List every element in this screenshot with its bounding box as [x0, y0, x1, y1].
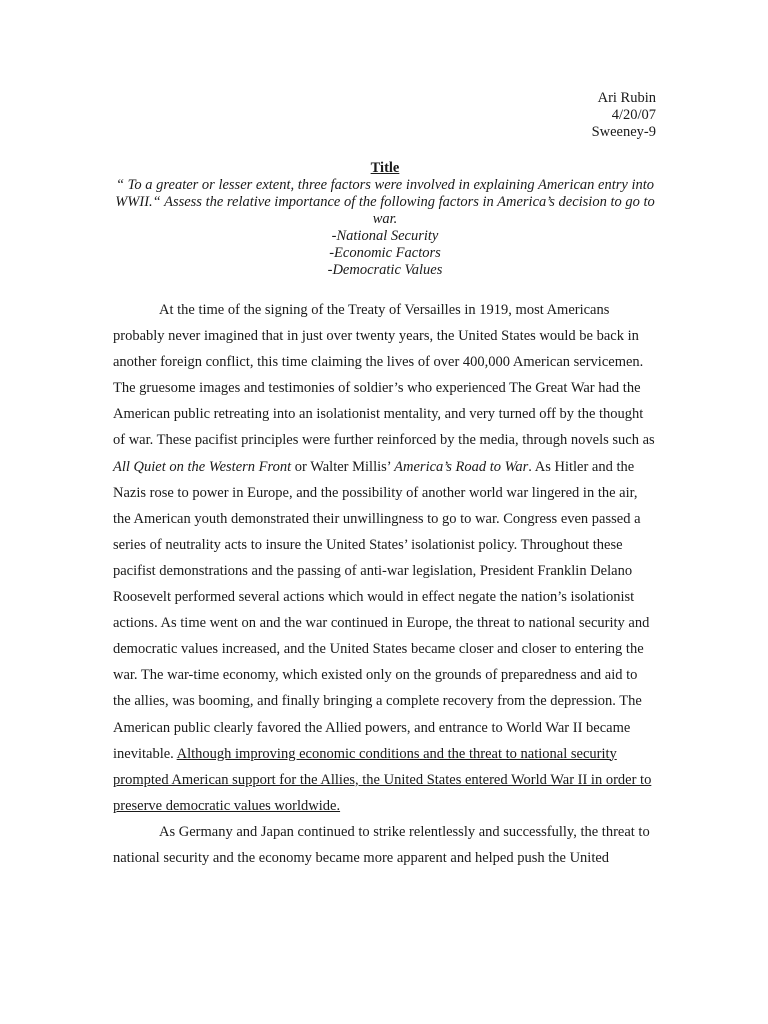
author-name: Ari Rubin — [597, 90, 656, 106]
factor-economic: -Economic Factors — [329, 245, 441, 261]
paragraph-introduction — [113, 297, 658, 819]
author-header — [592, 90, 656, 141]
factor-democratic-values: -Democratic Values — [327, 262, 443, 278]
second-paragraph-text: As Germany and Japan continued to strike relentlessly and successfully, the threat to national security and the economy became more apparent and helped push the United — [113, 823, 650, 866]
essay-body — [113, 297, 658, 871]
paragraph-second — [113, 819, 658, 871]
intro-text-part1: At the time of the signing of the Treaty of Versailles in 1919, most Americans probably never imagined that in just over twenty years, the United States would be back in another foreign conflict, this time claiming the lives of over 400,000 American servicemen. The gruesome images and testimonies of soldier’s who experienced The Great War had the American public retreating into an isolationist mentality, and very turned off by the thought of war. These pacifist principles were further reinforced by the media, through novels such as — [113, 302, 655, 449]
book-title-americas-road: America’s Road to War — [394, 458, 529, 475]
essay-prompt — [110, 160, 660, 279]
essay-date: 4/20/07 — [611, 107, 656, 123]
intro-text-part3: . As Hitler and the Nazis rose to power in Europe, and the possibility of another world war lingered in the air, the American youth demonstrated their unwillingness to go to war. Congress even passed a series of neutrality acts to insure the United States’ isolationist policy. Throughout these pacifist demonstrations and the passing of anti-war legislation, President Franklin Delano Roosevelt performed several actions which would in effect negate the nation’s isolationist actions. As time went on and the war continued in Europe, the threat to national security and democratic values increased, and the United States became closer and closer to entering the war. The war-time economy, which existed only on the grounds of preparedness and aid to the allies, was booming, and finally bringing a complete recovery from the depression. The American public clearly favored the Allied powers, and entrance to World War II became inevitable. — [113, 458, 650, 762]
book-title-all-quiet: All Quiet on the Western Front — [113, 458, 292, 475]
prompt-question: “ To a greater or lesser extent, three factors were involved in explaining American entry into WWII.“ Assess the relative importance of the following factors in America’s decision to go to war. — [115, 177, 655, 227]
essay-title: Title — [370, 160, 400, 176]
class-period: Sweeney-9 — [591, 124, 656, 140]
intro-text-part2: or Walter Millis’ — [291, 458, 395, 475]
thesis-statement: Although improving economic conditions and the threat to national security prompted American support for the Allies, the United States entered World War II in order to preserve democratic values worldwide. — [113, 745, 652, 814]
factor-national-security: -National Security — [331, 228, 439, 244]
